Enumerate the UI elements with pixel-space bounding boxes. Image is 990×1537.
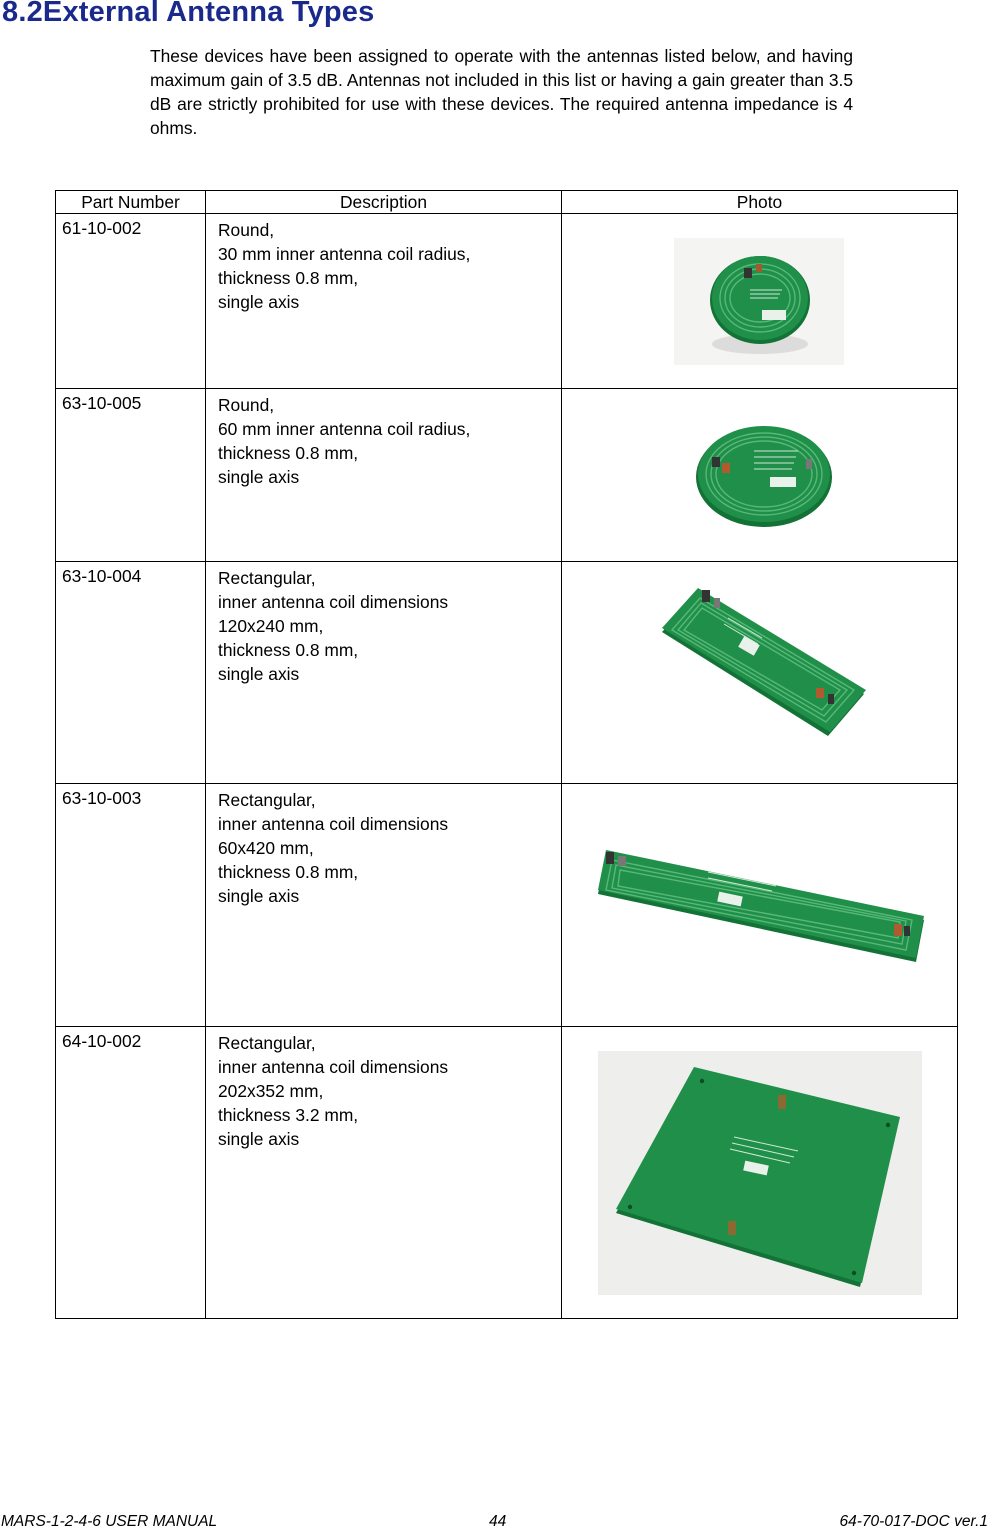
table-row xyxy=(56,389,958,562)
intro-paragraph: These devices have been assigned to operate with the antennas listed below, and having maximum gain of 3.5 dB. Antennas not included in this list or having a gain greater than 3.5 dB are strictly prohibited for use with these devices. The required antenna impedance is 4 ohms. xyxy=(150,46,853,138)
description-line: 120x240 mm, xyxy=(218,616,324,636)
part-number-cell: 61-10-002 xyxy=(56,214,206,389)
description-cell xyxy=(206,389,562,562)
description-line: Rectangular, xyxy=(218,790,316,810)
antenna-photo-large-round xyxy=(694,419,834,529)
description-line: inner antenna coil dimensions xyxy=(218,814,449,834)
part-number-cell: 63-10-004 xyxy=(56,562,206,784)
description-line: 60 mm inner antenna coil radius, xyxy=(218,419,471,439)
description-cell xyxy=(206,1027,562,1319)
photo-cell xyxy=(562,784,958,1027)
description-line: thickness 0.8 mm, xyxy=(218,862,359,882)
description-line: 60x420 mm, xyxy=(218,838,314,858)
photo-cell xyxy=(562,562,958,784)
header-description: Description xyxy=(206,191,562,214)
description-line: inner antenna coil dimensions xyxy=(218,1057,449,1077)
description-line: Rectangular, xyxy=(218,568,316,588)
table-row xyxy=(56,784,958,1027)
description-cell xyxy=(206,562,562,784)
description-line: single axis xyxy=(218,1129,300,1149)
table-row xyxy=(56,1027,958,1319)
antenna-photo-rect-120x240 xyxy=(658,584,872,740)
description-line: Round, xyxy=(218,395,275,415)
description-line: inner antenna coil dimensions xyxy=(218,592,449,612)
description-line: Round, xyxy=(218,220,275,240)
part-number-cell: 63-10-005 xyxy=(56,389,206,562)
description-cell xyxy=(206,214,562,389)
description-line: thickness 3.2 mm, xyxy=(218,1105,359,1125)
description-cell xyxy=(206,784,562,1027)
antenna-photo-rect-202x352 xyxy=(598,1051,922,1295)
description-line: single axis xyxy=(218,886,300,906)
description-line: single axis xyxy=(218,467,300,487)
antenna-photo-small-round xyxy=(674,238,844,365)
description-line: thickness 0.8 mm, xyxy=(218,268,359,288)
description-line: 202x352 mm, xyxy=(218,1081,324,1101)
header-part-number: Part Number xyxy=(56,191,206,214)
antenna-types-table xyxy=(55,190,958,1319)
footer-doc-id: 64-70-017-DOC ver.1 xyxy=(839,1513,988,1530)
antenna-photo-rect-60x420 xyxy=(596,838,926,964)
description-line: thickness 0.8 mm, xyxy=(218,443,359,463)
photo-cell xyxy=(562,389,958,562)
description-line: 30 mm inner antenna coil radius, xyxy=(218,244,471,264)
description-line: Rectangular, xyxy=(218,1033,316,1053)
description-line: single axis xyxy=(218,292,300,312)
part-number-cell: 63-10-003 xyxy=(56,784,206,1027)
description-line: single axis xyxy=(218,664,300,684)
part-number-cell: 64-10-002 xyxy=(56,1027,206,1319)
table-row xyxy=(56,562,958,784)
header-photo: Photo xyxy=(562,191,958,214)
footer-manual-title: MARS-1-2-4-6 USER MANUAL xyxy=(1,1513,218,1530)
photo-cell xyxy=(562,214,958,389)
description-line: thickness 0.8 mm, xyxy=(218,640,359,660)
section-heading: 8.2External Antenna Types xyxy=(2,0,375,28)
table-header-row xyxy=(56,191,958,214)
footer-page-number: 44 xyxy=(489,1513,507,1530)
photo-cell xyxy=(562,1027,958,1319)
table-row xyxy=(56,214,958,389)
